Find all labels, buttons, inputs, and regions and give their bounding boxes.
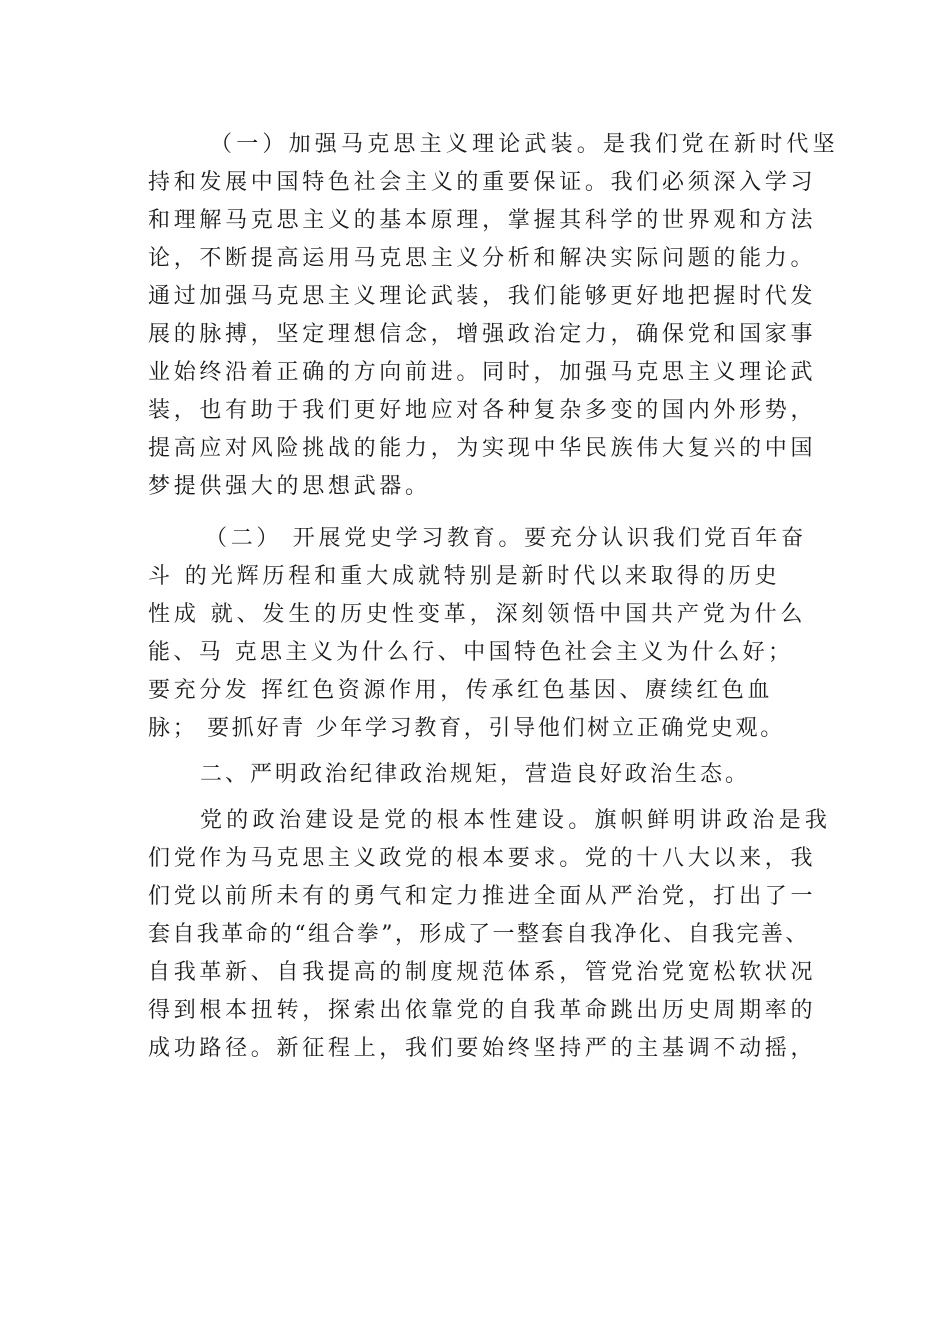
text-line: 提高应对风险挑战的能力，为实现中华民族伟大复兴的中国 <box>148 436 817 461</box>
text-line: 梦提供强大的思想武器。 <box>148 474 431 499</box>
text-line: 展的脉搏，坚定理想信念，增强政治定力，确保党和国家事 <box>148 322 817 347</box>
text-line: 套自我革命的“组合拳”，形成了一整套自我净化、自我完善、 <box>148 922 810 947</box>
text-line: 能、马 克思主义为什么行、中国特色社会主义为什么好； <box>148 640 794 665</box>
text-line: 要充分发 挥红色资源作用，传承红色基因、赓续红色血 <box>148 678 773 703</box>
text-line: 斗 的光辉历程和重大成就特别是新时代以来取得的历史 <box>148 564 781 589</box>
text-line: 党的政治建设是党的根本性建设。旗帜鲜明讲政治是我 <box>200 808 832 833</box>
text-line: 业始终沿着正确的方向前进。同时，加强马克思主义理论武 <box>148 360 817 385</box>
text-line: 和理解马克思主义的基本原理，掌握其科学的世界观和方法 <box>148 208 817 233</box>
text-line: 们党作为马克思主义政党的根本要求。党的十八大以来，我 <box>148 846 817 871</box>
text-line: （一）加强马克思主义理论武装。是我们党在新时代坚 <box>210 132 839 157</box>
section-heading: 二、严明政治纪律政治规矩，营造良好政治生态。 <box>200 762 751 787</box>
text-line: 持和发展中国特色社会主义的重要保证。我们必须深入学习 <box>148 170 817 195</box>
text-line: 自我革新、自我提高的制度规范体系，管党治党宽松软状况 <box>148 960 817 985</box>
text-line: （二） 开展党史学习教育。要充分认识我们党百年奋 <box>205 526 807 551</box>
text-line: 论，不断提高运用马克思主义分析和解决实际问题的能力。 <box>148 246 817 271</box>
text-line: 们党以前所未有的勇气和定力推进全面从严治党，打出了一 <box>148 884 817 909</box>
text-line: 通过加强马克思主义理论武装，我们能够更好地把握时代发 <box>148 284 817 309</box>
text-line: 性成 就、发生的历史性变革，深刻领悟中国共产党为什么 <box>148 602 807 627</box>
text-line: 得到根本扭转，探索出依靠党的自我革命跳出历史周期率的 <box>148 998 817 1023</box>
text-line: 脉； 要抓好青 少年学习教育，引导他们树立正确党史观。 <box>148 716 785 741</box>
text-line: 成功路径。新征程上，我们要始终坚持严的主基调不动摇， <box>148 1036 817 1061</box>
text-line: 装，也有助于我们更好地应对各种复杂多变的国内外形势， <box>148 398 817 423</box>
